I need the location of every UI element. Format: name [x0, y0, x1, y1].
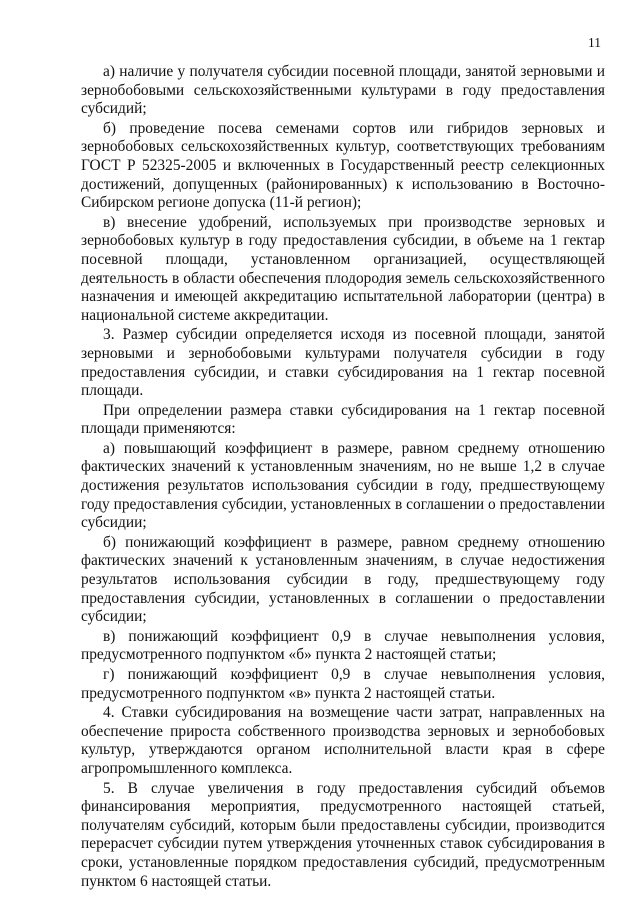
document-body [81, 63, 605, 892]
paragraph-coefficient-v: в) понижающий коэффициент 0,9 в случае невыполнения условия, предусмотренного подпунктом «б» пункта 2 настоящей статьи; [81, 627, 605, 664]
paragraph-condition-a: а) наличие у получателя субсидии посевной площади, занятой зерновыми и зернобобовыми сельскохозяйственными культурами в году предоставления субсидий; [81, 63, 605, 118]
paragraph-coefficient-g: г) понижающий коэффициент 0,9 в случае невыполнения условия, предусмотренного подпунктом «в» пункта 2 настоящей статьи. [81, 666, 605, 702]
paragraph-item-3: 3. Размер субсидии определяется исходя из посевной площади, занятой зерновыми и зернобобовыми культурами получателя субсидии в году предоставления субсидии, и ставки субсидирования на 1 гектар посевной площади. [81, 326, 605, 400]
paragraph-condition-v: в) внесение удобрений, используемых при производстве зерновых и зернобобовых культур в году предоставления субсидии, в объеме на 1 гектар посевной площади, установленном организацией, осуществляющей деятельность в области обеспечения плодородия земель сельскохозяйственного назначения и имеющей аккредитацию испытательной лаборатории (центра) в национальной системе аккредитации. [81, 213, 605, 324]
page-number: 11 [588, 35, 601, 50]
paragraph-coefficient-b: б) понижающий коэффициент в размере, равном среднему отношению фактических значений к установленным значениям, в случае недостижения результатов использования субсидии в году, предшествующему году предоставления субсидии, установленных в соглашении о предоставлении субсидии; [81, 533, 605, 626]
paragraph-rate-intro: При определении размера ставки субсидирования на 1 гектар посевной площади применяются: [81, 401, 605, 438]
paragraph-condition-b: б) проведение посева семенами сортов или гибридов зерновых и зернобобовых сельскохозяйственных культур, соответствующих требованиям ГОСТ Р 52325-2005 и включенных в Государственный реестр селекционных достижений, допущенных (районированных) к использованию в Восточно-Сибирском регионе допуска (11-й регион); [81, 119, 605, 212]
paragraph-coefficient-a: а) повышающий коэффициент в размере, равном среднему отношению фактических значений к установленным значениям, но не выше 1,2 в случае достижения результатов использования субсидии в году, предшествующему году предоставления субсидии, установленных в соглашении о предоставлении субсидии; [81, 439, 605, 532]
paragraph-item-4: 4. Ставки субсидирования на возмещение части затрат, направленных на обеспечение прироста собственного производства зерновых и зернобобовых культур, утверждаются органом исполнительной власти края в сфере агропромышленного комплекса. [81, 704, 605, 777]
paragraph-item-5: 5. В случае увеличения в году предоставления субсидий объемов финансирования мероприятия, предусмотренного настоящей статьей, получателям субсидий, которым были предоставлены субсидии, производится перерасчет субсидии путем утверждения уточненных ставок субсидирования в сроки, установленные порядком предоставления субсидий, предусмотренным пунктом 6 настоящей статьи. [81, 779, 605, 890]
